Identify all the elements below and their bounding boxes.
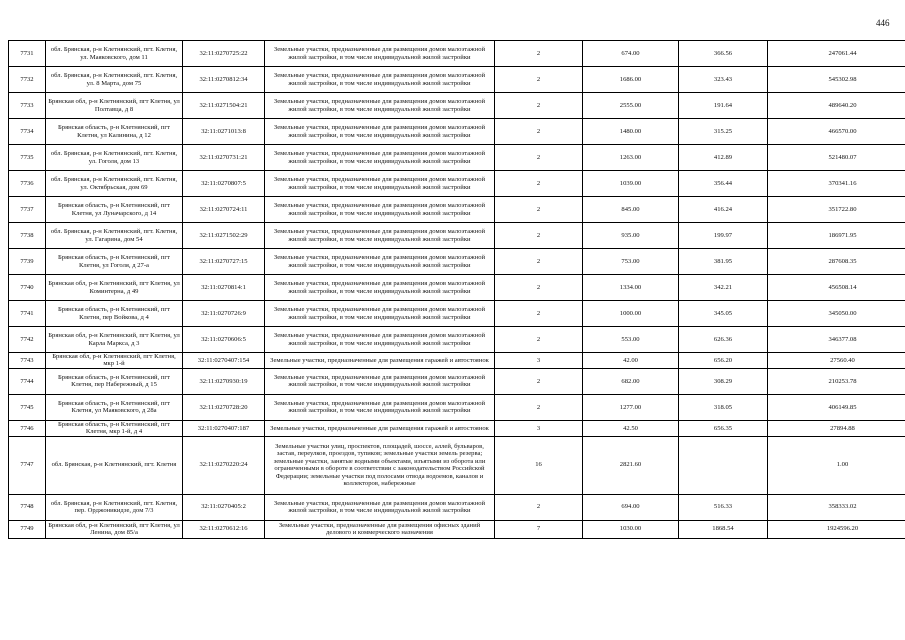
land-use-cell: Земельные участки, предназначенные для размещения домов малоэтажной жилой застройки, в том числе индивидуальной жилой застройки: [265, 145, 495, 171]
cadastral-value-cell: 456508.14: [768, 275, 905, 301]
land-use-cell: Земельные участки, предназначенные для размещения домов малоэтажной жилой застройки, в том числе индивидуальной жилой застройки: [265, 301, 495, 327]
land-use-cell: Земельные участки, предназначенные для размещения домов малоэтажной жилой застройки, в том числе индивидуальной жилой застройки: [265, 119, 495, 145]
area-cell: 1277.00: [583, 394, 679, 420]
unit-value-cell: 342.21: [679, 275, 768, 301]
table-row: [9, 41, 905, 67]
address-cell: обл. Брянская, р-н Клетнянский, пгт. Клетня, ул. Гагарина, дом 54: [46, 223, 183, 249]
cadastral-number-cell: 32:11:0270407:187: [183, 420, 265, 436]
table-row: [9, 494, 905, 520]
table-row: [9, 353, 905, 369]
group-cell: 2: [495, 368, 583, 394]
cadastral-value-cell: 27560.40: [768, 353, 905, 369]
area-cell: 1030.00: [583, 520, 679, 538]
cadastral-value-cell: 521480.07: [768, 145, 905, 171]
cadastral-number-cell: 32:11:0270731:21: [183, 145, 265, 171]
land-use-cell: Земельные участки, предназначенные для размещения домов малоэтажной жилой застройки, в том числе индивидуальной жилой застройки: [265, 223, 495, 249]
cadastral-value-cell: 210253.78: [768, 368, 905, 394]
row-number: 7731: [9, 41, 46, 67]
area-cell: 935.00: [583, 223, 679, 249]
land-use-cell: Земельные участки, предназначенные для размещения домов малоэтажной жилой застройки, в том числе индивидуальной жилой застройки: [265, 327, 495, 353]
cadastral-value-cell: 489640.20: [768, 93, 905, 119]
row-number: 7745: [9, 394, 46, 420]
land-use-cell: Земельные участки, предназначенные для размещения домов малоэтажной жилой застройки, в том числе индивидуальной жилой застройки: [265, 67, 495, 93]
unit-value-cell: 416.24: [679, 197, 768, 223]
unit-value-cell: 412.89: [679, 145, 768, 171]
area-cell: 1480.00: [583, 119, 679, 145]
table-row: [9, 420, 905, 436]
row-number: 7743: [9, 353, 46, 369]
row-number: 7736: [9, 171, 46, 197]
address-cell: Брянская область, р-н Клетнянский, пгт Клетня, ул Гоголя, д 27-а: [46, 249, 183, 275]
group-cell: 2: [495, 41, 583, 67]
table-row: [9, 145, 905, 171]
address-cell: Брянская обл, р-н Клетнянский, пгт Клетня, ул Полтавца, д 8: [46, 93, 183, 119]
cadastral-number-cell: 32:11:0270405:2: [183, 494, 265, 520]
table-row: [9, 197, 905, 223]
cadastral-value-cell: 370341.16: [768, 171, 905, 197]
row-number: 7732: [9, 67, 46, 93]
land-use-cell: Земельные участки, предназначенные для размещения офисных зданий делового и коммерческого назначения: [265, 520, 495, 538]
area-cell: 1334.00: [583, 275, 679, 301]
table-row: [9, 368, 905, 394]
group-cell: 2: [495, 119, 583, 145]
cadastral-value-cell: 466570.00: [768, 119, 905, 145]
cadastral-number-cell: 32:11:0270728:20: [183, 394, 265, 420]
cadastral-value-cell: 186971.95: [768, 223, 905, 249]
group-cell: 16: [495, 436, 583, 494]
address-cell: Брянская обл, р-н Клетнянский, пгт Клетня, ул Коминтерна, д 49: [46, 275, 183, 301]
land-use-cell: Земельные участки, предназначенные для размещения домов малоэтажной жилой застройки, в том числе индивидуальной жилой застройки: [265, 275, 495, 301]
area-cell: 845.00: [583, 197, 679, 223]
address-cell: Брянская область, р-н Клетнянский, пгт Клетня, ул Калинина, д 12: [46, 119, 183, 145]
row-number: 7744: [9, 368, 46, 394]
cadastral-number-cell: 32:11:0270606:5: [183, 327, 265, 353]
address-cell: обл. Брянская, р-н Клетнянский, пгт. Клетня: [46, 436, 183, 494]
row-number: 7742: [9, 327, 46, 353]
cadastral-number-cell: 32:11:0270726:9: [183, 301, 265, 327]
area-cell: 2821.60: [583, 436, 679, 494]
row-number: 7747: [9, 436, 46, 494]
address-cell: Брянская область, р-н Клетнянский, пгт Клетня, ул Луначарского, д 14: [46, 197, 183, 223]
unit-value-cell: 356.44: [679, 171, 768, 197]
row-number: 7733: [9, 93, 46, 119]
group-cell: 2: [495, 223, 583, 249]
unit-value-cell: 308.29: [679, 368, 768, 394]
row-number: 7749: [9, 520, 46, 538]
address-cell: Брянская область, р-н Клетнянский, пгт Клетня, мкр 1-й, д 4: [46, 420, 183, 436]
land-use-cell: Земельные участки, предназначенные для размещения домов малоэтажной жилой застройки, в том числе индивидуальной жилой застройки: [265, 368, 495, 394]
cadastral-number-cell: 32:11:0270220:24: [183, 436, 265, 494]
unit-value-cell: 323.43: [679, 67, 768, 93]
cadastral-number-cell: 32:11:0270727:15: [183, 249, 265, 275]
address-cell: Брянская обл, р-н Клетнянский, пгт Клетня, ул Ленина, дом 85/а: [46, 520, 183, 538]
address-cell: Брянская область, р-н Клетнянский, пгт Клетня, пер Набережный, д 15: [46, 368, 183, 394]
cadastral-value-cell: 27894.88: [768, 420, 905, 436]
cadastral-value-cell: 545302.98: [768, 67, 905, 93]
table-row: [9, 394, 905, 420]
group-cell: 2: [495, 249, 583, 275]
unit-value-cell: 656.20: [679, 353, 768, 369]
address-cell: Брянская обл, р-н Клетнянский, пгт Клетня, ул Карла Маркса, д 3: [46, 327, 183, 353]
table-row: [9, 171, 905, 197]
table-row: [9, 249, 905, 275]
unit-value-cell: 626.36: [679, 327, 768, 353]
area-cell: 553.00: [583, 327, 679, 353]
area-cell: 42.50: [583, 420, 679, 436]
table-row: [9, 327, 905, 353]
area-cell: 682.00: [583, 368, 679, 394]
address-cell: обл. Брянская, р-н Клетнянский, пгт. Клетня, ул. Маяковского, дом 11: [46, 41, 183, 67]
area-cell: 1000.00: [583, 301, 679, 327]
area-cell: 1686.00: [583, 67, 679, 93]
area-cell: 1263.00: [583, 145, 679, 171]
cadastral-value-cell: 287608.35: [768, 249, 905, 275]
cadastral-number-cell: 32:11:0270812:34: [183, 67, 265, 93]
cadastral-number-cell: 32:11:0271013:8: [183, 119, 265, 145]
unit-value-cell: 366.56: [679, 41, 768, 67]
unit-value-cell: 381.95: [679, 249, 768, 275]
group-cell: 3: [495, 353, 583, 369]
address-cell: Брянская обл, р-н Клетнянский, пгт Клетня, мкр 1-й: [46, 353, 183, 369]
cadastral-value-cell: 346377.08: [768, 327, 905, 353]
address-cell: Брянская область, р-н Клетнянский, пгт Клетня, пер Войкова, д 4: [46, 301, 183, 327]
row-number: 7735: [9, 145, 46, 171]
cadastral-number-cell: 32:11:0271504:21: [183, 93, 265, 119]
table-row: [9, 223, 905, 249]
cadastral-value-cell: 358333.02: [768, 494, 905, 520]
land-use-cell: Земельные участки улиц, проспектов, площадей, шоссе, аллей, бульваров, застав, переулков, проездов, тупиков; земельные участки земель резерва; земельные участки, занятые водными объектами, изъятыми из оборота или ограниченными в обороте в соответствии с законодательством Российской Федерации; земельные участки под полосами отвода водоемов, каналов и коллекторов, набережные: [265, 436, 495, 494]
area-cell: 694.00: [583, 494, 679, 520]
area-cell: 674.00: [583, 41, 679, 67]
address-cell: Брянская область, р-н Клетнянский, пгт Клетня, ул Маяковского, д 28а: [46, 394, 183, 420]
table-row: [9, 119, 905, 145]
row-number: 7734: [9, 119, 46, 145]
area-cell: 1039.00: [583, 171, 679, 197]
cadastral-value-cell: 1924596.20: [768, 520, 905, 538]
group-cell: 2: [495, 327, 583, 353]
group-cell: 7: [495, 520, 583, 538]
cadastral-number-cell: 32:11:0270725:22: [183, 41, 265, 67]
group-cell: 2: [495, 301, 583, 327]
land-use-cell: Земельные участки, предназначенные для размещения домов малоэтажной жилой застройки, в том числе индивидуальной жилой застройки: [265, 394, 495, 420]
unit-value-cell: 315.25: [679, 119, 768, 145]
cadastral-number-cell: 32:11:0271502:29: [183, 223, 265, 249]
table-row: [9, 93, 905, 119]
row-number: 7746: [9, 420, 46, 436]
unit-value-cell: 318.05: [679, 394, 768, 420]
cadastral-number-cell: 32:11:0270612:16: [183, 520, 265, 538]
cadastral-value-cell: 345050.00: [768, 301, 905, 327]
cadastral-value-table: [8, 40, 905, 539]
row-number: 7739: [9, 249, 46, 275]
table-row: [9, 436, 905, 494]
land-use-cell: Земельные участки, предназначенные для размещения домов малоэтажной жилой застройки, в том числе индивидуальной жилой застройки: [265, 249, 495, 275]
cadastral-number-cell: 32:11:0270807:5: [183, 171, 265, 197]
land-use-cell: Земельные участки, предназначенные для размещения гаражей и автостоянок: [265, 420, 495, 436]
table-row: [9, 67, 905, 93]
page-number: 446: [876, 18, 890, 28]
row-number: 7748: [9, 494, 46, 520]
address-cell: обл. Брянская, р-н Клетнянский, пгт. Клетня, ул. Гоголя, дом 13: [46, 145, 183, 171]
land-use-cell: Земельные участки, предназначенные для размещения домов малоэтажной жилой застройки, в том числе индивидуальной жилой застройки: [265, 494, 495, 520]
land-use-cell: Земельные участки, предназначенные для размещения домов малоэтажной жилой застройки, в том числе индивидуальной жилой застройки: [265, 171, 495, 197]
area-cell: 42.00: [583, 353, 679, 369]
group-cell: 2: [495, 494, 583, 520]
row-number: 7737: [9, 197, 46, 223]
cadastral-value-cell: 247061.44: [768, 41, 905, 67]
group-cell: 2: [495, 197, 583, 223]
land-use-cell: Земельные участки, предназначенные для размещения домов малоэтажной жилой застройки, в том числе индивидуальной жилой застройки: [265, 93, 495, 119]
group-cell: 2: [495, 275, 583, 301]
row-number: 7741: [9, 301, 46, 327]
row-number: 7740: [9, 275, 46, 301]
unit-value-cell: [679, 436, 768, 494]
table-row: [9, 301, 905, 327]
cadastral-number-cell: 32:11:0270930:19: [183, 368, 265, 394]
group-cell: 2: [495, 394, 583, 420]
cadastral-number-cell: 32:11:0270814:1: [183, 275, 265, 301]
area-cell: 2555.00: [583, 93, 679, 119]
land-use-cell: Земельные участки, предназначенные для размещения домов малоэтажной жилой застройки, в том числе индивидуальной жилой застройки: [265, 197, 495, 223]
group-cell: 2: [495, 67, 583, 93]
unit-value-cell: 516.33: [679, 494, 768, 520]
unit-value-cell: 199.97: [679, 223, 768, 249]
table-row: [9, 275, 905, 301]
land-use-cell: Земельные участки, предназначенные для размещения домов малоэтажной жилой застройки, в том числе индивидуальной жилой застройки: [265, 41, 495, 67]
address-cell: обл. Брянская, р-н Клетнянский, пгт. Клетня, ул. Октябрьская, дом 69: [46, 171, 183, 197]
unit-value-cell: 345.05: [679, 301, 768, 327]
group-cell: 2: [495, 171, 583, 197]
unit-value-cell: 191.64: [679, 93, 768, 119]
unit-value-cell: 1868.54: [679, 520, 768, 538]
area-cell: 753.00: [583, 249, 679, 275]
cadastral-value-cell: 351722.80: [768, 197, 905, 223]
cadastral-number-cell: 32:11:0270407:154: [183, 353, 265, 369]
table-row: [9, 520, 905, 538]
cadastral-number-cell: 32:11:0270724:11: [183, 197, 265, 223]
cadastral-value-cell: 406149.85: [768, 394, 905, 420]
address-cell: обл. Брянская, р-н Клетнянский, пгт. Клетня, пер. Орджоникидзе, дом 7/3: [46, 494, 183, 520]
unit-value-cell: 656.35: [679, 420, 768, 436]
group-cell: 2: [495, 93, 583, 119]
address-cell: обл. Брянская, р-н Клетнянский, пгт. Клетня, ул. 8 Марта, дом 75: [46, 67, 183, 93]
row-number: 7738: [9, 223, 46, 249]
group-cell: 2: [495, 145, 583, 171]
land-use-cell: Земельные участки, предназначенные для размещения гаражей и автостоянок: [265, 353, 495, 369]
cadastral-value-cell: 1.00: [768, 436, 905, 494]
group-cell: 3: [495, 420, 583, 436]
